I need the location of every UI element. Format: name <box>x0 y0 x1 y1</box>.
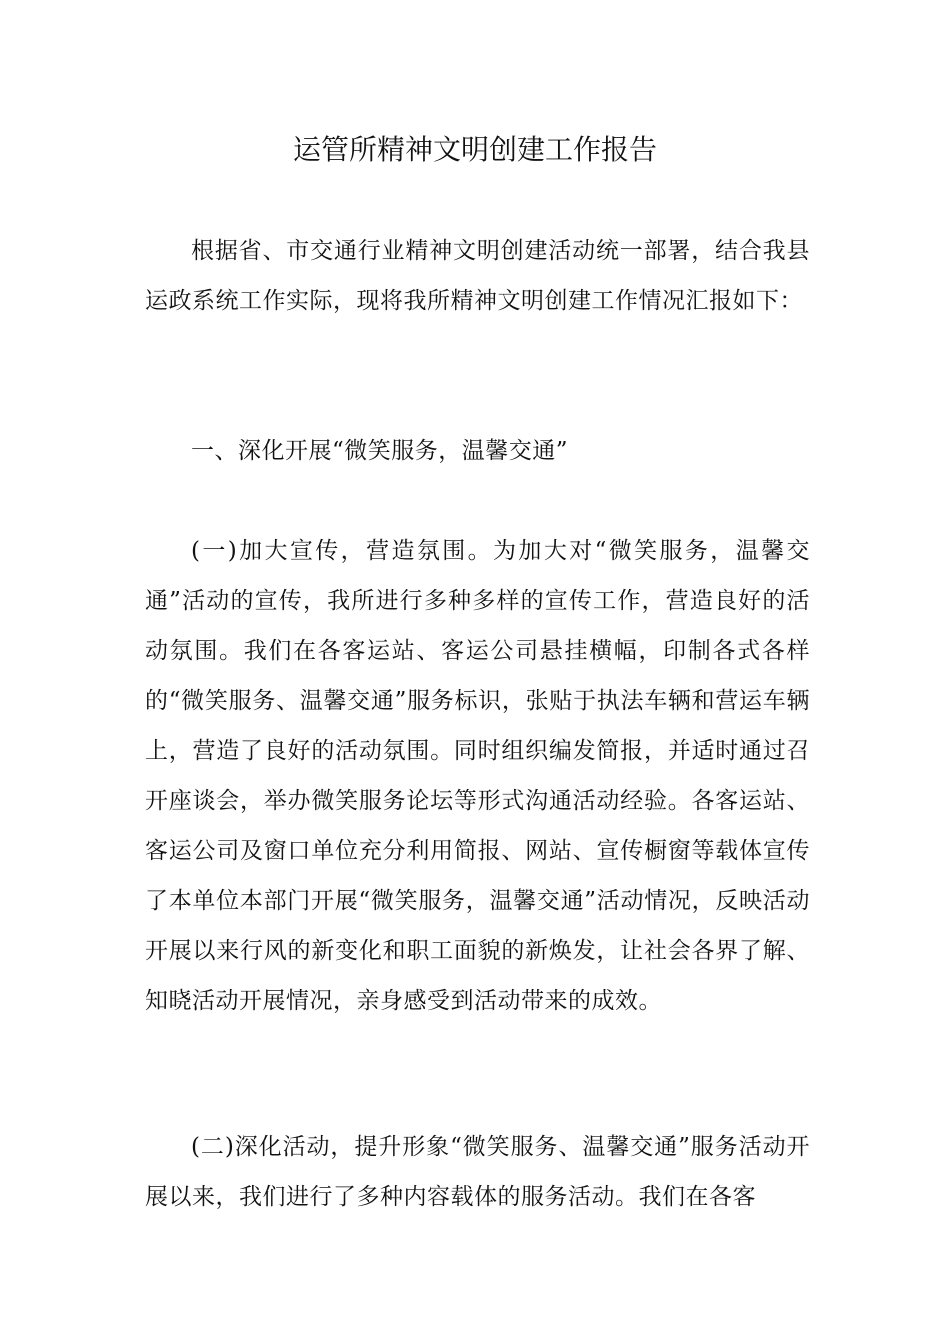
document-title: 运管所精神文明创建工作报告 <box>292 133 657 166</box>
section-heading-1: 一、深化开展“微笑服务，温馨交通” <box>191 438 569 464</box>
intro-paragraph: 根据省、市交通行业精神文明创建活动统一部署，结合我县运政系统工作实际，现将我所精神文明创建工作情况汇报如下： <box>145 238 810 314</box>
subsection-paragraph-2: (二)深化活动，提升形象“微笑服务、温馨交通”服务活动开展以来，我们进行了多种内容载体的服务活动。我们在各客 <box>145 1134 810 1210</box>
subsection-paragraph-1: (一)加大宣传，营造氛围。为加大对“微笑服务，温馨交通”活动的宣传，我所进行多种多样的宣传工作，营造良好的活动氛围。我们在各客运站、客运公司悬挂横幅，印制各式各样的“微笑服务、温馨交通”服务标识，张贴于执法车辆和营运车辆上，营造了良好的活动氛围。同时组织编发简报，并适时通过召开座谈会，举办微笑服务论坛等形式沟通活动经验。各客运站、客运公司及窗口单位充分利用简报、网站、宣传橱窗等载体宣传了本单位本部门开展“微笑服务，温馨交通”活动情况，反映活动开展以来行风的新变化和职工面貌的新焕发，让社会各界了解、知晓活动开展情况，亲身感受到活动带来的成效。 <box>145 538 810 1014</box>
